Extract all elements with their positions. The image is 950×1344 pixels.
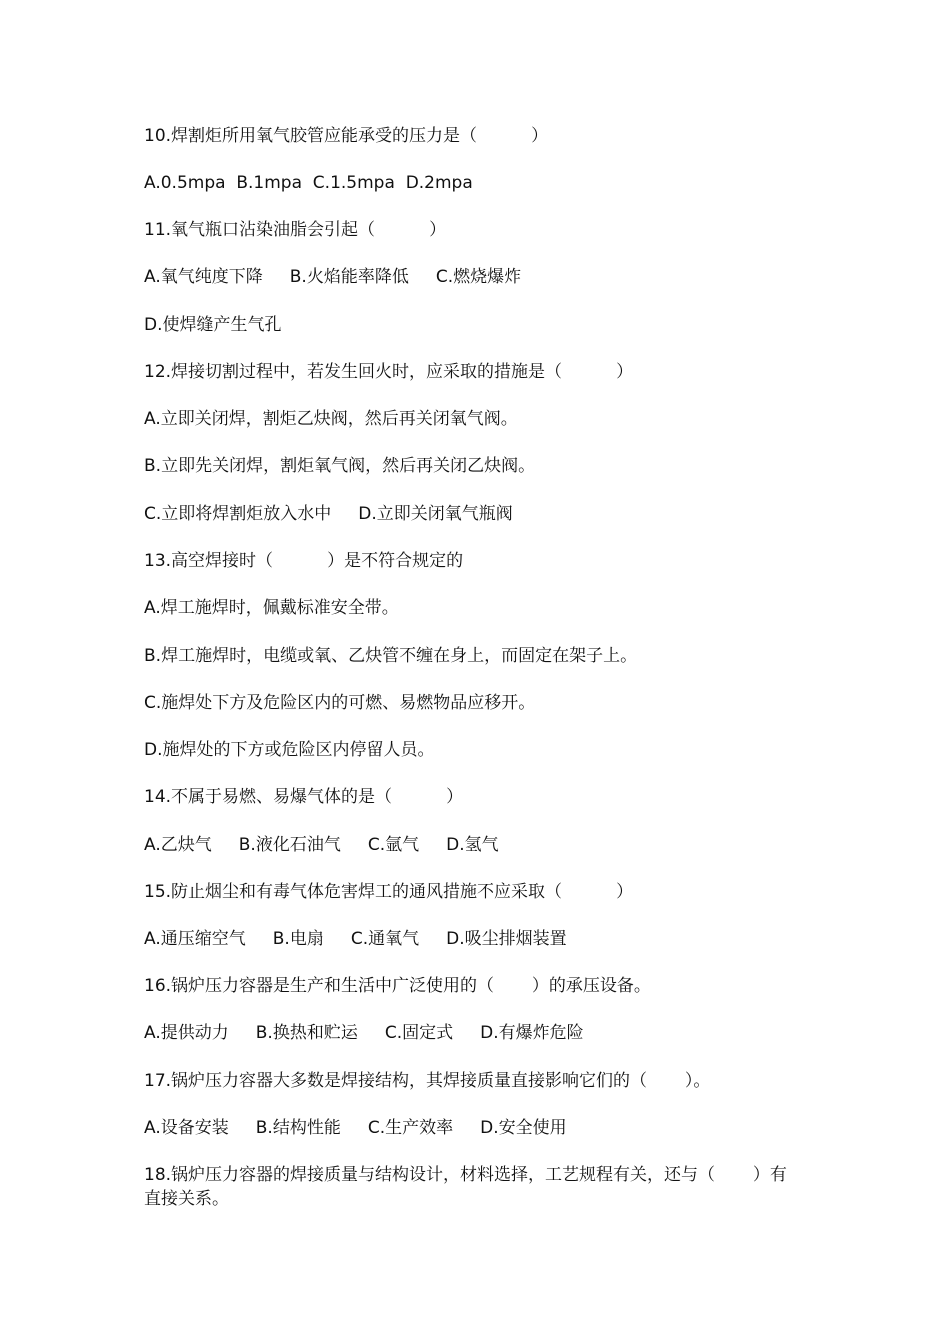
question-18: 18.锅炉压力容器的焊接质量与结构设计，材料选择，工艺规程有关，还与（ ）有直接关系。 [144, 1165, 787, 1209]
option-11-d: D.使焊缝产生气孔 [144, 315, 282, 335]
option-12-a: A.立即关闭焊，割炬乙炔阀，然后再关闭氧气阀。 [144, 409, 518, 429]
question-14: 14.不属于易燃、易爆气体的是（ ） [144, 787, 464, 807]
option-12-b: B.立即先关闭焊，割炬氧气阀，然后再关闭乙炔阀。 [144, 456, 536, 476]
question-11: 11.氧气瓶口沾染油脂会引起（ ） [144, 220, 447, 240]
options-10: A.0.5mpa B.1mpa C.1.5mpa D.2mpa [144, 173, 473, 193]
question-15: 15.防止烟尘和有毒气体危害焊工的通风措施不应采取（ ） [144, 882, 634, 902]
option-13-b: B.焊工施焊时，电缆或氧、乙炔管不缠在身上，而固定在架子上。 [144, 646, 638, 666]
option-13-c: C.施焊处下方及危险区内的可燃、易燃物品应移开。 [144, 693, 536, 713]
question-13: 13.高空焊接时（ ）是不符合规定的 [144, 551, 464, 571]
option-13-a: A.焊工施焊时，佩戴标准安全带。 [144, 598, 399, 618]
question-17: 17.锅炉压力容器大多数是焊接结构，其焊接质量直接影响它们的（ ）。 [144, 1071, 711, 1091]
option-13-d: D.施焊处的下方或危险区内停留人员。 [144, 740, 435, 760]
options-15: A.通压缩空气 B.电扇 C.通氧气 D.吸尘排烟装置 [144, 929, 567, 949]
options-16: A.提供动力 B.换热和贮运 C.固定式 D.有爆炸危险 [144, 1023, 584, 1043]
options-17: A.设备安装 B.结构性能 C.生产效率 D.安全使用 [144, 1118, 567, 1138]
question-10: 10.焊割炬所用氧气胶管应能承受的压力是（ ） [144, 126, 549, 146]
question-12: 12.焊接切割过程中，若发生回火时，应采取的措施是（ ） [144, 362, 634, 382]
options-14: A.乙炔气 B.液化石油气 C.氩气 D.氢气 [144, 835, 499, 855]
options-11-abc: A.氧气纯度下降 B.火焰能率降低 C.燃烧爆炸 [144, 267, 522, 287]
options-12-cd: C.立即将焊割炬放入水中 D.立即关闭氧气瓶阀 [144, 504, 513, 524]
question-16: 16.锅炉压力容器是生产和生活中广泛使用的（ ）的承压设备。 [144, 976, 651, 996]
